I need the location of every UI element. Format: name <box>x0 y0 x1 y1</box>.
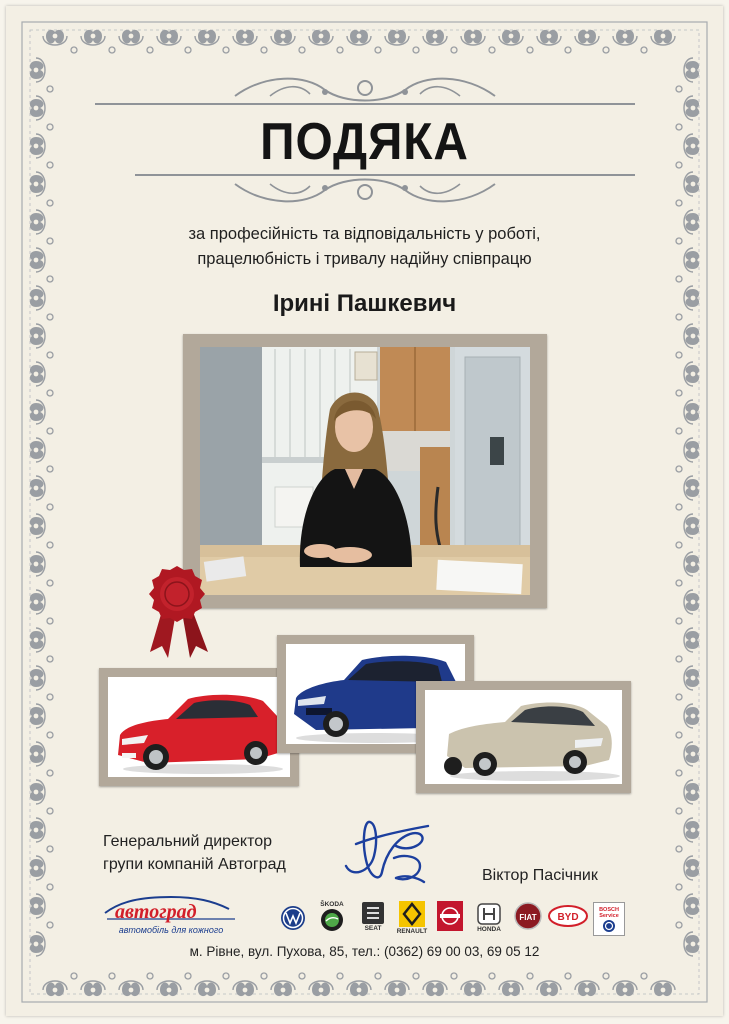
border-ornament <box>81 30 105 45</box>
border-ornament <box>30 742 45 766</box>
border-ornament <box>47 770 53 776</box>
border-ornament <box>489 973 495 979</box>
brand-seat <box>353 898 393 936</box>
border-ornament <box>109 47 115 53</box>
border-ornament <box>195 30 219 45</box>
border-ornament <box>299 47 305 53</box>
company-tagline: автомобіль для кожного <box>118 925 224 935</box>
brand-caption-seat: SEAT <box>364 925 382 932</box>
handwritten-signature <box>336 812 436 892</box>
border-ornament <box>676 428 682 434</box>
border-ornament <box>71 973 77 979</box>
border-ornament <box>30 666 45 690</box>
subtitle-line-1: за професійність та відповідальність у роботі, <box>188 225 541 243</box>
border-ornament <box>30 438 45 462</box>
border-ornament <box>651 981 675 996</box>
brand-fiat <box>513 901 543 931</box>
border-ornament <box>47 808 53 814</box>
signer-position <box>103 830 286 876</box>
signer-name: Віктор Пасічник <box>482 867 598 884</box>
brand-nissan <box>435 898 465 934</box>
border-ornament <box>676 694 682 700</box>
border-ornament <box>30 172 45 196</box>
border-ornament <box>47 200 53 206</box>
brand-skoda <box>315 896 349 936</box>
recipient-name: Ірині Пашкевич <box>272 290 457 317</box>
border-ornament <box>30 894 45 918</box>
border-ornament <box>30 514 45 538</box>
brand-caption-honda: HONDA <box>477 926 501 933</box>
border-ornament <box>676 580 682 586</box>
border-ornament <box>676 542 682 548</box>
border-ornament <box>423 30 447 45</box>
border-ornament <box>47 542 53 548</box>
border-ornament <box>451 973 457 979</box>
border-ornament <box>676 466 682 472</box>
border-ornament <box>461 30 485 45</box>
brand-byd <box>547 904 589 928</box>
border-ornament <box>30 856 45 880</box>
border-ornament <box>109 973 115 979</box>
border-ornament <box>47 656 53 662</box>
border-ornament <box>47 466 53 472</box>
border-ornament <box>47 618 53 624</box>
seat-logo-icon <box>362 902 384 924</box>
border-ornament <box>684 780 699 804</box>
byd-logo-icon <box>548 905 588 927</box>
border-ornament <box>233 30 257 45</box>
border-ornament <box>676 276 682 282</box>
border-ornament <box>47 694 53 700</box>
border-ornament <box>43 30 67 45</box>
border-ornament <box>30 58 45 82</box>
border-ornament <box>641 973 647 979</box>
footer-address: м. Рівне, вул. Пухова, 85, тел.: (0362) 69 00 03, 69 05 12 <box>189 944 540 959</box>
border-ornament <box>684 362 699 386</box>
border-ornament <box>195 981 219 996</box>
border-ornament <box>565 47 571 53</box>
border-ornament <box>30 780 45 804</box>
border-ornament <box>81 981 105 996</box>
border-ornament <box>451 47 457 53</box>
border-ornament <box>261 973 267 979</box>
position-line-1: Генеральний директор <box>103 833 273 850</box>
border-ornament <box>119 30 143 45</box>
border-ornament <box>413 47 419 53</box>
border-ornament <box>30 818 45 842</box>
border-ornament <box>375 973 381 979</box>
border-ornament <box>527 47 533 53</box>
company-logo-text: автоград <box>115 901 197 923</box>
border-ornament <box>375 47 381 53</box>
border-ornament <box>223 973 229 979</box>
wax-seal-icon <box>142 562 212 662</box>
border-ornament <box>676 846 682 852</box>
border-ornament <box>223 47 229 53</box>
border-ornament <box>641 47 647 53</box>
brand-caption-bosch: BOSCH Service <box>599 906 619 919</box>
document-title: ПОДЯКА <box>260 113 469 171</box>
border-ornament <box>651 30 675 45</box>
car-photo-renault <box>99 668 299 786</box>
border-ornament <box>684 400 699 424</box>
border-ornament <box>676 352 682 358</box>
company-logo <box>101 893 241 939</box>
border-ornament <box>147 973 153 979</box>
border-ornament <box>261 47 267 53</box>
border-ornament <box>309 981 333 996</box>
border-ornament <box>147 47 153 53</box>
border-ornament <box>676 922 682 928</box>
brand-caption-byd: BYD <box>557 912 579 923</box>
renault-logo-icon <box>399 901 425 927</box>
border-ornament <box>47 732 53 738</box>
border-ornament <box>30 628 45 652</box>
border-ornament <box>337 47 343 53</box>
border-ornament <box>347 30 371 45</box>
brand-honda <box>471 900 507 936</box>
brand-caption-renault: RENAULT <box>396 928 428 935</box>
border-ornament <box>676 884 682 890</box>
fiat-logo-icon <box>514 902 542 930</box>
border-ornament <box>684 856 699 880</box>
border-ornament <box>30 704 45 728</box>
border-ornament <box>684 818 699 842</box>
border-ornament <box>271 30 295 45</box>
border-ornament <box>684 552 699 576</box>
subtitle-line-2: працелюбність і тривалу надійну співпрацю <box>197 250 532 268</box>
border-ornament <box>565 973 571 979</box>
border-ornament <box>185 973 191 979</box>
border-ornament <box>71 47 77 53</box>
skoda-logo-icon <box>320 908 344 932</box>
border-ornament <box>537 981 561 996</box>
border-ornament <box>684 324 699 348</box>
volkswagen-logo-icon <box>280 905 306 931</box>
border-ornament <box>684 666 699 690</box>
border-ornament <box>684 438 699 462</box>
border-ornament <box>47 580 53 586</box>
border-ornament <box>30 590 45 614</box>
border-ornament <box>684 514 699 538</box>
border-ornament <box>684 742 699 766</box>
border-ornament <box>613 30 637 45</box>
office-photo <box>200 347 530 595</box>
border-ornament <box>30 476 45 500</box>
border-ornament <box>676 504 682 510</box>
border-ornament <box>684 590 699 614</box>
border-ornament <box>676 390 682 396</box>
border-ornament <box>684 894 699 918</box>
border-ornament <box>676 770 682 776</box>
border-ornament <box>47 922 53 928</box>
border-ornament <box>676 86 682 92</box>
border-ornament <box>684 172 699 196</box>
border-ornament <box>575 30 599 45</box>
border-ornament <box>676 656 682 662</box>
border-ornament <box>47 86 53 92</box>
position-line-2: групи компаній Автоград <box>103 856 286 873</box>
border-ornament <box>676 808 682 814</box>
border-ornament <box>299 973 305 979</box>
border-ornament <box>47 428 53 434</box>
border-ornament <box>30 324 45 348</box>
border-ornament <box>684 704 699 728</box>
border-ornament <box>676 618 682 624</box>
honda-logo-icon <box>477 903 501 925</box>
border-ornament <box>537 30 561 45</box>
brand-volkswagen <box>278 902 308 934</box>
border-ornament <box>527 973 533 979</box>
border-ornament <box>499 30 523 45</box>
border-ornament <box>157 30 181 45</box>
border-ornament <box>684 476 699 500</box>
border-ornament <box>603 47 609 53</box>
car-photo-volkswagen <box>416 681 631 793</box>
border-ornament <box>30 362 45 386</box>
bosch-logo-icon <box>602 919 616 933</box>
border-ornament <box>385 30 409 45</box>
border-ornament <box>47 504 53 510</box>
brand-renault <box>395 899 429 937</box>
border-ornament <box>337 973 343 979</box>
border-ornament <box>413 973 419 979</box>
border-ornament <box>47 390 53 396</box>
photo-frame <box>183 334 547 608</box>
border-ornament <box>489 47 495 53</box>
border-ornament <box>423 981 447 996</box>
border-ornament <box>603 973 609 979</box>
border-ornament <box>47 352 53 358</box>
border-ornament <box>676 732 682 738</box>
border-ornament <box>30 552 45 576</box>
brand-caption-fiat: FIAT <box>519 913 537 922</box>
border-ornament <box>684 58 699 82</box>
brand-caption-skoda: ŠKODA <box>320 901 344 908</box>
border-ornament <box>676 200 682 206</box>
border-ornament <box>309 30 333 45</box>
brand-bosch-service <box>593 902 625 936</box>
border-ornament <box>47 846 53 852</box>
nissan-logo-icon <box>437 901 463 931</box>
border-ornament <box>47 276 53 282</box>
border-ornament <box>47 884 53 890</box>
border-ornament <box>185 47 191 53</box>
border-ornament <box>684 628 699 652</box>
border-ornament <box>30 400 45 424</box>
